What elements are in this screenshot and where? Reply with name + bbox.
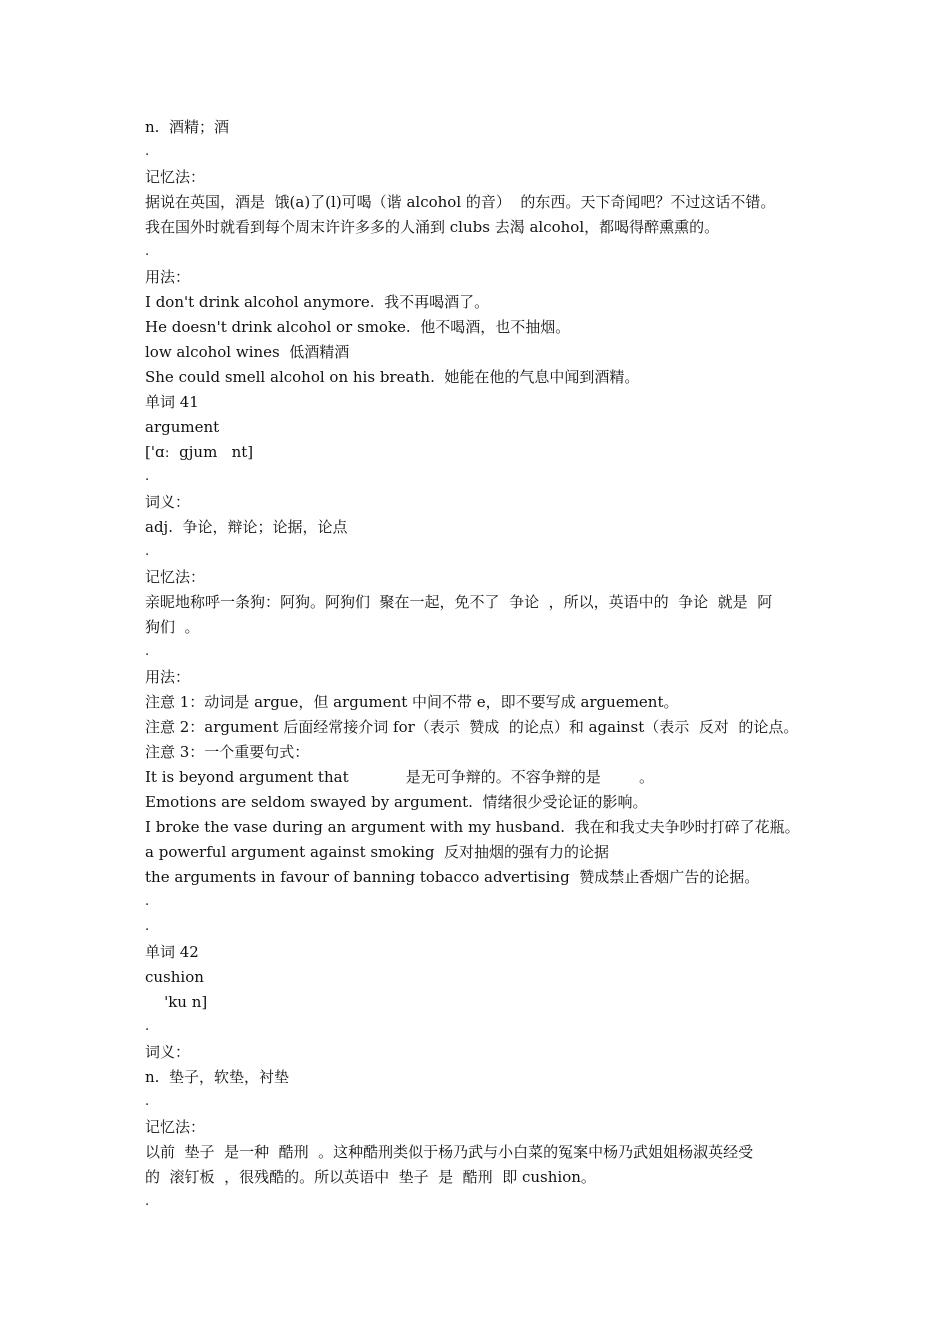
mnemonic-text-line: 狗们 。 bbox=[145, 618, 200, 636]
separator-dot: . bbox=[145, 1094, 150, 1109]
mnemonic-text-line: 亲昵地称呼一条狗：阿狗。阿狗们 聚在一起，免不了 争论 ，所以，英语中的 争论 就是 阿 bbox=[145, 593, 773, 611]
phonetic-transcription: ['ɑː gjum nt] bbox=[145, 443, 254, 461]
separator-dot: . bbox=[145, 469, 150, 484]
definition-line: n. 垫子，软垫，衬垫 bbox=[145, 1068, 289, 1086]
mnemonic-text-line: 据说在英国，酒是 饿(a)了(l)可喝（谐 alcohol 的音） 的东西。天下奇闻吧？不过这话不错。 bbox=[145, 193, 776, 211]
separator-dot: . bbox=[145, 144, 150, 159]
section-heading-mnemonic: 记忆法： bbox=[145, 568, 206, 586]
separator-dot: . bbox=[145, 1194, 150, 1209]
separator-dot: . bbox=[145, 919, 150, 934]
section-heading-meaning: 词义： bbox=[145, 1043, 191, 1061]
example-phrase: the arguments in favour of banning tobacco advertising 赞成禁止香烟广告的论据。 bbox=[145, 868, 760, 886]
headword: cushion bbox=[145, 968, 204, 986]
sentence-pattern: It is beyond argument that 是无可争辩的。不容争辩的是 。 bbox=[145, 768, 654, 786]
phonetic-transcription: 'ku n] bbox=[145, 993, 208, 1011]
separator-dot: . bbox=[145, 644, 150, 659]
usage-note: 注意 2：argument 后面经常接介词 for（表示 赞成 的论点）和 against（表示 反对 的论点。 bbox=[145, 718, 799, 736]
example-sentence: He doesn't drink alcohol or smoke. 他不喝酒，也不抽烟。 bbox=[145, 318, 571, 336]
separator-dot: . bbox=[145, 544, 150, 559]
section-heading-mnemonic: 记忆法： bbox=[145, 1118, 206, 1136]
mnemonic-text-line: 的 滚钉板 ，很残酷的。所以英语中 垫子 是 酷刑 即 cushion。 bbox=[145, 1168, 596, 1186]
word-number-heading: 单词 42 bbox=[145, 943, 199, 961]
example-phrase: low alcohol wines 低酒精酒 bbox=[145, 343, 350, 361]
example-sentence: Emotions are seldom swayed by argument. 情绪很少受论证的影响。 bbox=[145, 793, 648, 811]
example-sentence: I broke the vase during an argument with my husband. 我在和我丈夫争吵时打碎了花瓶。 bbox=[145, 818, 800, 836]
example-sentence: She could smell alcohol on his breath. 她能在他的气息中闻到酒精。 bbox=[145, 368, 640, 386]
usage-note: 注意 1：动词是 argue，但 argument 中间不带 e，即不要写成 arguement。 bbox=[145, 693, 679, 711]
section-heading-usage: 用法： bbox=[145, 668, 191, 686]
headword: argument bbox=[145, 418, 220, 436]
separator-dot: . bbox=[145, 894, 150, 909]
section-heading-meaning: 词义： bbox=[145, 493, 191, 511]
mnemonic-text-line: 以前 垫子 是一种 酷刑 。这种酷刑类似于杨乃武与小白菜的冤案中杨乃武姐姐杨淑英经受 bbox=[145, 1143, 754, 1161]
definition-line: n. 酒精；酒 bbox=[145, 118, 229, 136]
usage-note: 注意 3：一个重要句式： bbox=[145, 743, 310, 761]
section-heading-mnemonic: 记忆法： bbox=[145, 168, 206, 186]
section-heading-usage: 用法： bbox=[145, 268, 191, 286]
example-phrase: a powerful argument against smoking 反对抽烟的强有力的论据 bbox=[145, 843, 610, 861]
separator-dot: . bbox=[145, 244, 150, 259]
definition-line: adj. 争论，辩论；论据，论点 bbox=[145, 518, 348, 536]
separator-dot: . bbox=[145, 1019, 150, 1034]
word-number-heading: 单词 41 bbox=[145, 393, 199, 411]
example-sentence: I don't drink alcohol anymore. 我不再喝酒了。 bbox=[145, 293, 490, 311]
mnemonic-text-line: 我在国外时就看到每个周末许许多多的人涌到 clubs 去渴 alcohol，都喝得醉熏熏的。 bbox=[145, 218, 720, 236]
